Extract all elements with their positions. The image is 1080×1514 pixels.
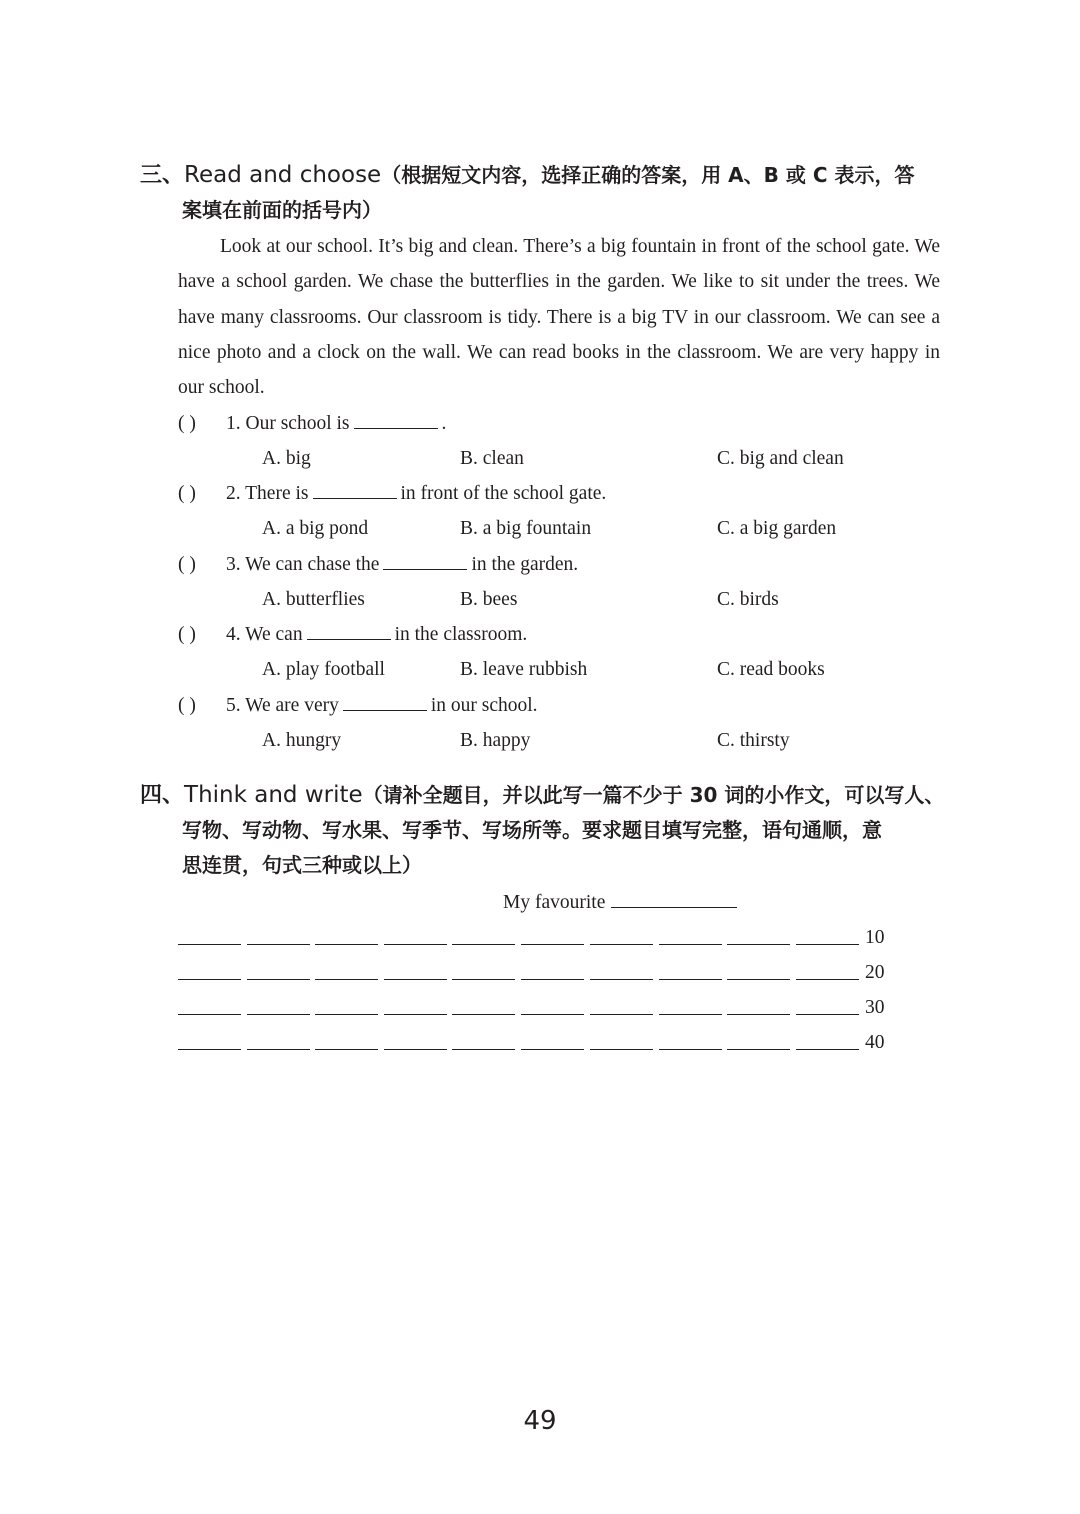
question-text: 3. We can chase the: [226, 554, 380, 575]
answer-bracket[interactable]: ( ): [178, 483, 196, 504]
fill-blank[interactable]: [313, 478, 397, 499]
section3-heading: [140, 158, 945, 228]
option-c: C. big and clean: [717, 448, 844, 469]
option-c: C. thirsty: [717, 730, 790, 751]
composition-title: [503, 885, 737, 920]
writing-line-4[interactable]: [178, 1025, 898, 1060]
answer-bracket[interactable]: ( ): [178, 695, 196, 716]
answer-bracket[interactable]: ( ): [178, 554, 196, 575]
section3-instruction-line1: （根据短文内容，选择正确的答案，用 A、B 或 C 表示，答: [381, 163, 915, 187]
question-text-after: in the classroom.: [394, 624, 528, 645]
word-count-label: 20: [865, 962, 885, 983]
question-1: [178, 406, 940, 441]
options-5: [178, 723, 940, 758]
options-3: [178, 582, 940, 617]
question-text: 1. Our school is: [226, 413, 350, 434]
word-count-label: 40: [865, 1032, 885, 1053]
option-c: C. a big garden: [717, 518, 837, 539]
option-b: B. happy: [460, 730, 531, 751]
title-blank[interactable]: [611, 887, 737, 908]
option-a: A. big: [262, 448, 311, 469]
section4-instruction-line3: 思连贯，句式三种或以上）: [182, 853, 422, 877]
option-a: A. butterflies: [262, 589, 365, 610]
question-4: [178, 617, 940, 652]
question-text: 5. We are very: [226, 695, 339, 716]
question-text-after: in the garden.: [471, 554, 579, 575]
question-text-after: .: [441, 413, 447, 434]
section4-title: Think and write: [184, 782, 363, 808]
question-2: [178, 476, 940, 511]
question-3: [178, 547, 940, 582]
page-number: 49: [523, 1406, 557, 1436]
writing-line-1[interactable]: [178, 920, 898, 955]
fill-blank[interactable]: [343, 690, 427, 711]
options-4: [178, 652, 940, 687]
section3-instruction-line2: 案填在前面的括号内）: [182, 198, 382, 222]
answer-bracket[interactable]: ( ): [178, 413, 196, 434]
question-text: 2. There is: [226, 483, 309, 504]
option-b: B. bees: [460, 589, 518, 610]
options-1: [178, 441, 940, 476]
options-2: [178, 511, 940, 546]
option-a: A. hungry: [262, 730, 342, 751]
section4-instruction-line1: （请补全题目，并以此写一篇不少于 30 词的小作文，可以写人、: [362, 783, 945, 807]
question-5: [178, 688, 940, 723]
section4-heading: [140, 778, 945, 883]
option-b: B. a big fountain: [460, 518, 592, 539]
composition-title-text: My favourite: [503, 892, 606, 913]
section3-title: Read and choose: [184, 162, 382, 188]
section3-number: 三、: [140, 163, 185, 188]
option-a: A. a big pond: [262, 518, 369, 539]
writing-line-2[interactable]: [178, 955, 898, 990]
word-count-label: 30: [865, 997, 885, 1018]
reading-passage: Look at our school. It’s big and clean. There’s a big fountain in front of the school gate. We have a school garden. We chase the butterflies in the garden. We like to sit under the trees. We have many classrooms. Our classroom is tidy. There is a big TV in our classroom. We can see a nice photo and a clock on the wall. We can read books in the classroom. We are very happy in our school.: [178, 236, 940, 399]
question-text: 4. We can: [226, 624, 303, 645]
writing-line-3[interactable]: [178, 990, 898, 1025]
answer-bracket[interactable]: ( ): [178, 624, 196, 645]
question-text-after: in our school.: [430, 695, 538, 716]
option-b: B. leave rubbish: [460, 659, 588, 680]
word-count-label: 10: [865, 927, 885, 948]
fill-blank[interactable]: [354, 408, 438, 429]
question-text-after: in front of the school gate.: [400, 483, 607, 504]
option-b: B. clean: [460, 448, 524, 469]
section4-number: 四、: [140, 783, 185, 808]
section4-instruction-line2: 写物、写动物、写水果、写季节、写场所等。要求题目填写完整，语句通顺，意: [182, 818, 882, 842]
fill-blank[interactable]: [383, 549, 467, 570]
option-c: C. birds: [717, 589, 779, 610]
option-c: C. read books: [717, 659, 825, 680]
fill-blank[interactable]: [307, 619, 391, 640]
option-a: A. play football: [262, 659, 385, 680]
